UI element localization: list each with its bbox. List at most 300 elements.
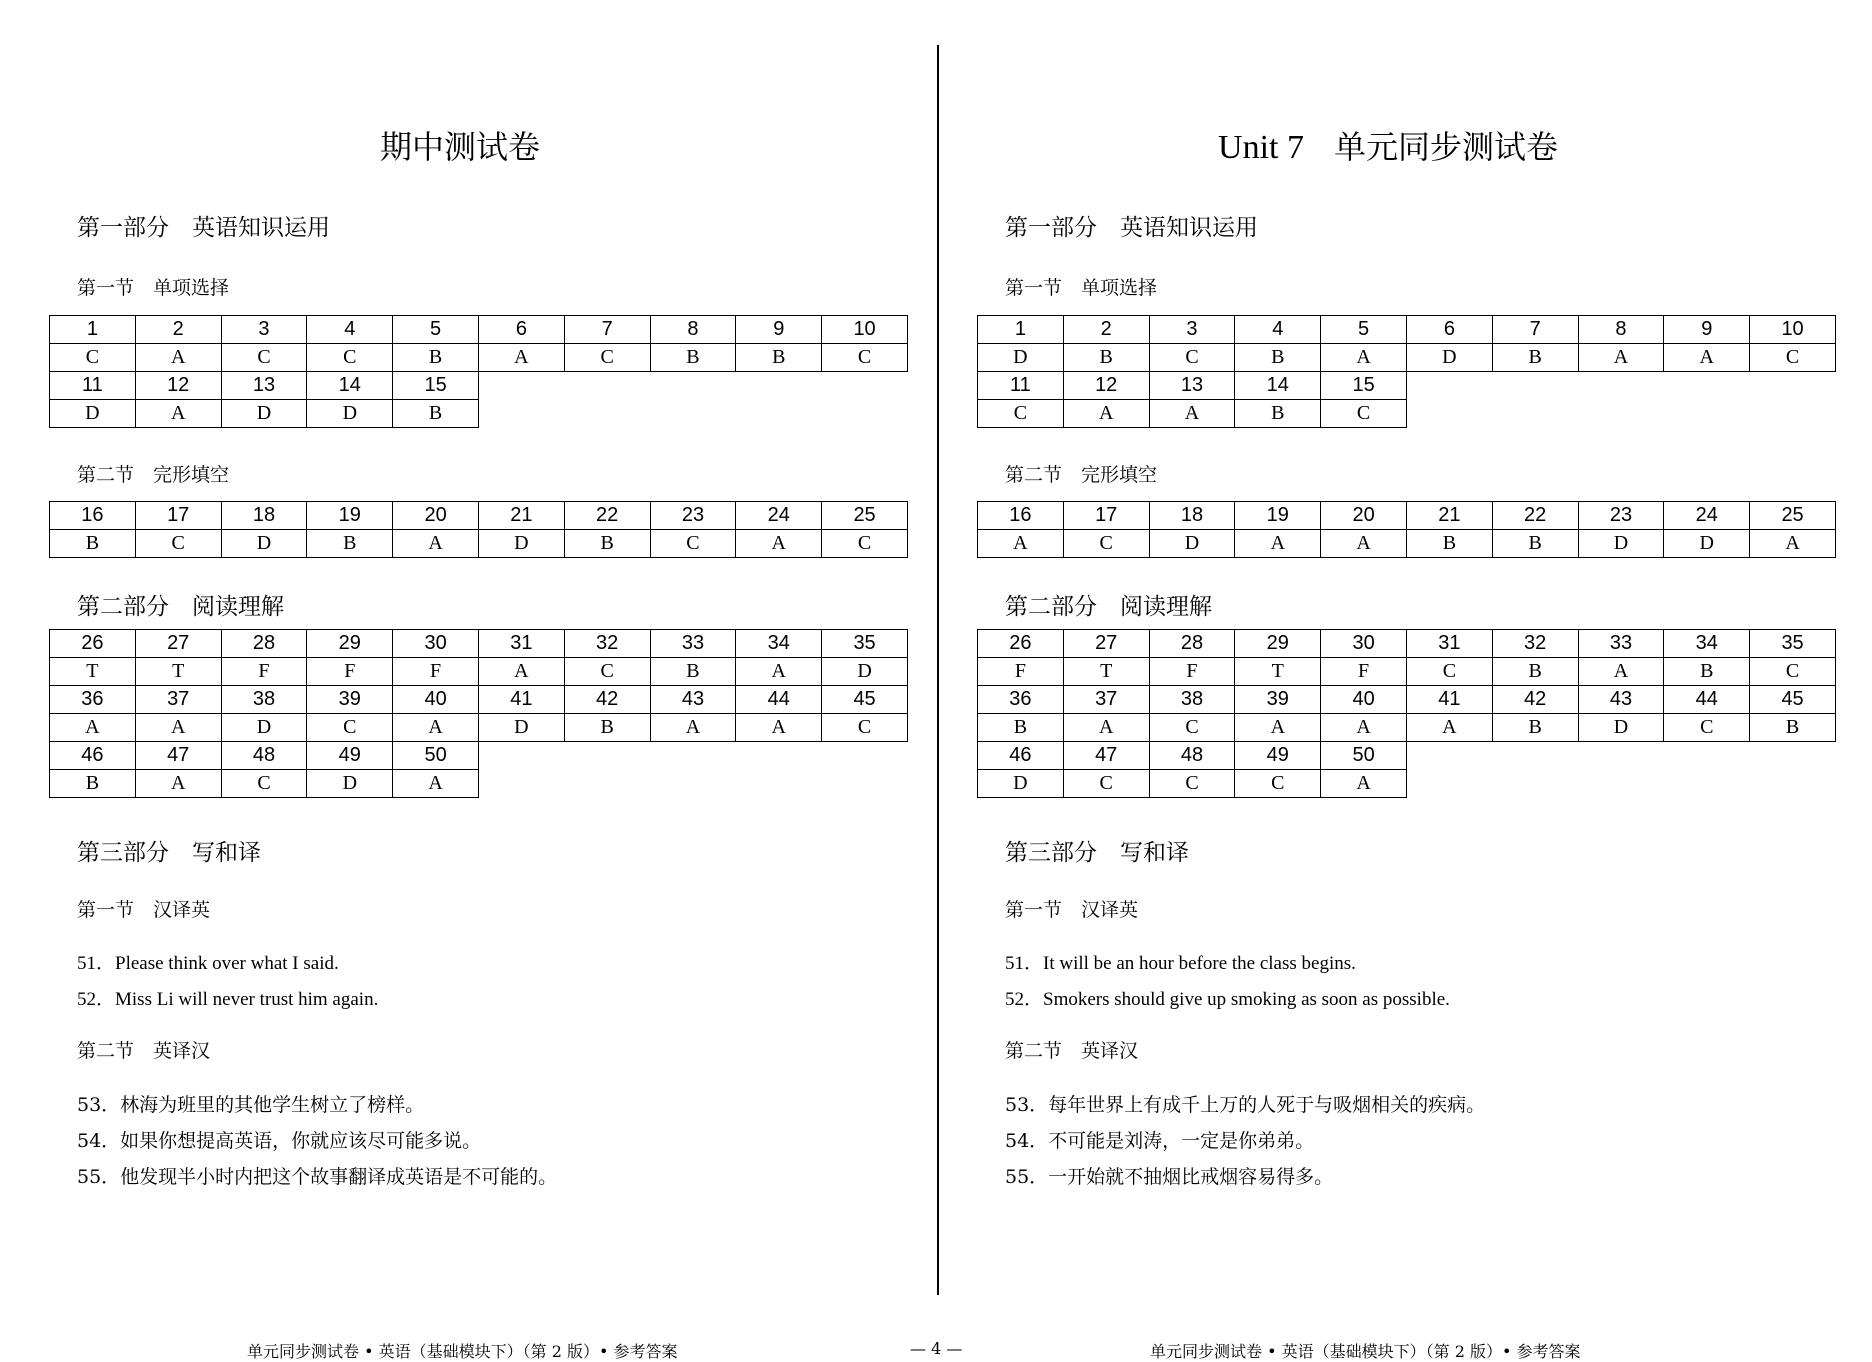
answer-cell: A — [393, 530, 479, 558]
answer-table-reading — [49, 629, 908, 798]
answer-cell: D — [1664, 530, 1750, 558]
answer-line: 55．他发现半小时内把这个故事翻译成英语是不可能的。 — [77, 1166, 558, 1188]
answer-cell: A — [50, 714, 136, 742]
question-number-cell — [564, 372, 650, 400]
question-number-cell: 33 — [650, 630, 736, 658]
answer-cell: F — [1149, 658, 1235, 686]
question-number-cell — [822, 372, 908, 400]
footer-right: 单元同步测试卷 • 英语（基础模块下）（第 2 版）• 参考答案 — [1150, 1342, 1581, 1361]
question-number-cell: 6 — [478, 316, 564, 344]
answer-cell — [564, 770, 650, 798]
answer-cell: C — [307, 714, 393, 742]
question-number-cell: 14 — [1235, 372, 1321, 400]
question-number-cell: 46 — [50, 742, 136, 770]
part-heading: 第二部分 阅读理解 — [77, 594, 284, 620]
answer-row — [50, 714, 908, 742]
section-heading: 第二节 英译汉 — [1005, 1040, 1139, 1062]
answer-cell: B — [1492, 658, 1578, 686]
answer-cell — [736, 770, 822, 798]
question-number-cell: 21 — [1406, 502, 1492, 530]
question-number-cell: 35 — [822, 630, 908, 658]
question-number-cell: 16 — [978, 502, 1064, 530]
answer-cell: B — [1063, 344, 1149, 372]
answer-cell: B — [393, 400, 479, 428]
answer-cell — [822, 400, 908, 428]
answer-cell: A — [1063, 714, 1149, 742]
answer-cell: A — [393, 770, 479, 798]
answer-cell: B — [736, 344, 822, 372]
answer-cell: C — [1149, 770, 1235, 798]
question-number-cell: 27 — [1063, 630, 1149, 658]
answer-cell — [1406, 400, 1492, 428]
question-number-cell: 20 — [1321, 502, 1407, 530]
question-number-cell: 43 — [650, 686, 736, 714]
question-number-cell: 18 — [1149, 502, 1235, 530]
question-number-cell: 2 — [135, 316, 221, 344]
section-heading: 第一节 单项选择 — [1005, 277, 1158, 299]
answer-cell: F — [1321, 658, 1407, 686]
answer-row — [50, 400, 908, 428]
answer-cell: B — [1492, 344, 1578, 372]
question-number-cell — [1664, 742, 1750, 770]
answer-cell: C — [1664, 714, 1750, 742]
answer-cell: B — [393, 344, 479, 372]
answer-cell: C — [1321, 400, 1407, 428]
answer-cell: D — [478, 714, 564, 742]
question-number-cell: 23 — [650, 502, 736, 530]
question-number-cell: 23 — [1578, 502, 1664, 530]
answer-cell: C — [650, 530, 736, 558]
question-number-cell: 42 — [564, 686, 650, 714]
question-number-cell: 12 — [1063, 372, 1149, 400]
question-number-cell: 37 — [1063, 686, 1149, 714]
question-number-cell: 19 — [307, 502, 393, 530]
question-number-cell: 8 — [1578, 316, 1664, 344]
answer-cell: A — [478, 344, 564, 372]
question-number-cell: 18 — [221, 502, 307, 530]
question-number-cell: 10 — [1750, 316, 1836, 344]
answer-cell: A — [393, 714, 479, 742]
answer-cell — [650, 770, 736, 798]
answer-cell: F — [221, 658, 307, 686]
answer-cell: D — [50, 400, 136, 428]
answer-cell: C — [564, 344, 650, 372]
answer-line: 53．林海为班里的其他学生树立了榜样。 — [77, 1094, 425, 1116]
question-number-cell — [564, 742, 650, 770]
part-heading: 第三部分 写和译 — [77, 840, 261, 866]
answer-table-single-choice — [977, 315, 1836, 428]
question-number-row — [978, 502, 1836, 530]
question-number-row — [50, 686, 908, 714]
question-number-cell — [1578, 372, 1664, 400]
answer-cell: D — [978, 344, 1064, 372]
question-number-cell — [736, 372, 822, 400]
question-number-cell: 19 — [1235, 502, 1321, 530]
question-number-cell: 24 — [1664, 502, 1750, 530]
question-number-cell: 13 — [221, 372, 307, 400]
answer-table-cloze — [49, 501, 908, 558]
question-number-cell: 39 — [307, 686, 393, 714]
answer-cell: B — [1492, 530, 1578, 558]
question-number-cell: 14 — [307, 372, 393, 400]
answer-cell: D — [307, 400, 393, 428]
footer-left: 单元同步测试卷 • 英语（基础模块下）（第 2 版）• 参考答案 — [247, 1342, 678, 1361]
section-heading: 第一节 单项选择 — [77, 277, 230, 299]
question-number-cell: 5 — [393, 316, 479, 344]
question-number-cell: 46 — [978, 742, 1064, 770]
question-number-cell — [736, 742, 822, 770]
answer-cell: C — [564, 658, 650, 686]
question-number-cell: 40 — [1321, 686, 1407, 714]
answer-line: 52．Miss Li will never trust him again. — [77, 989, 379, 1010]
answer-line: 51．It will be an hour before the class begins. — [1005, 953, 1356, 974]
answer-row — [978, 714, 1836, 742]
question-number-cell: 28 — [221, 630, 307, 658]
answer-cell: A — [478, 658, 564, 686]
question-number-cell — [1750, 742, 1836, 770]
answer-cell: C — [1063, 530, 1149, 558]
part-heading: 第二部分 阅读理解 — [1005, 594, 1212, 620]
answer-cell: C — [307, 344, 393, 372]
page-title — [928, 122, 1848, 168]
answer-cell: F — [393, 658, 479, 686]
answer-cell — [1578, 770, 1664, 798]
question-number-cell: 40 — [393, 686, 479, 714]
answer-line: 51．Please think over what I said. — [77, 953, 339, 974]
question-number-cell: 17 — [135, 502, 221, 530]
answer-cell: B — [1406, 530, 1492, 558]
answer-table-cloze — [977, 501, 1836, 558]
answer-cell: B — [650, 344, 736, 372]
question-number-cell: 7 — [1492, 316, 1578, 344]
answer-cell: D — [822, 658, 908, 686]
answer-cell: A — [736, 714, 822, 742]
question-number-cell: 50 — [1321, 742, 1407, 770]
question-number-cell — [822, 742, 908, 770]
question-number-cell: 13 — [1149, 372, 1235, 400]
answer-cell — [736, 400, 822, 428]
answer-cell: T — [1235, 658, 1321, 686]
answer-row — [50, 344, 908, 372]
answer-cell: C — [1149, 714, 1235, 742]
question-number-cell — [478, 372, 564, 400]
part-heading: 第一部分 英语知识运用 — [77, 215, 330, 241]
answer-line: 54．如果你想提高英语，你就应该尽可能多说。 — [77, 1130, 482, 1152]
question-number-cell — [1750, 372, 1836, 400]
question-number-cell: 31 — [478, 630, 564, 658]
answer-cell — [1406, 770, 1492, 798]
answer-cell: T — [50, 658, 136, 686]
question-number-cell: 4 — [307, 316, 393, 344]
answer-cell: F — [978, 658, 1064, 686]
question-number-cell: 8 — [650, 316, 736, 344]
answer-cell — [1492, 770, 1578, 798]
question-number-cell: 48 — [221, 742, 307, 770]
answer-cell: A — [135, 770, 221, 798]
answer-cell — [1578, 400, 1664, 428]
answer-cell: C — [1149, 344, 1235, 372]
question-number-cell: 3 — [1149, 316, 1235, 344]
answer-cell: A — [1750, 530, 1836, 558]
question-number-cell: 3 — [221, 316, 307, 344]
answer-cell: B — [1492, 714, 1578, 742]
answer-cell: C — [822, 530, 908, 558]
question-number-cell — [1406, 372, 1492, 400]
answer-cell: A — [1321, 530, 1407, 558]
answer-cell: A — [1235, 714, 1321, 742]
answer-cell: D — [307, 770, 393, 798]
answer-row — [978, 400, 1836, 428]
question-number-cell: 27 — [135, 630, 221, 658]
answer-cell: B — [1235, 344, 1321, 372]
answer-cell: C — [1063, 770, 1149, 798]
answer-cell: A — [135, 714, 221, 742]
question-number-cell: 49 — [307, 742, 393, 770]
question-number-cell: 28 — [1149, 630, 1235, 658]
question-number-cell — [1664, 372, 1750, 400]
question-number-row — [978, 316, 1836, 344]
answer-row — [50, 658, 908, 686]
page-number: — 4 — — [910, 1339, 963, 1358]
answer-cell: A — [1321, 770, 1407, 798]
question-number-cell: 7 — [564, 316, 650, 344]
question-number-cell: 15 — [393, 372, 479, 400]
answer-cell — [1492, 400, 1578, 428]
question-number-cell: 21 — [478, 502, 564, 530]
answer-cell: A — [1149, 400, 1235, 428]
answer-cell — [1664, 400, 1750, 428]
answer-table-single-choice — [49, 315, 908, 428]
question-number-cell: 41 — [1406, 686, 1492, 714]
question-number-cell: 26 — [50, 630, 136, 658]
answer-cell: B — [978, 714, 1064, 742]
question-number-cell: 36 — [978, 686, 1064, 714]
answer-row — [978, 530, 1836, 558]
answer-cell: B — [564, 530, 650, 558]
answer-cell — [564, 400, 650, 428]
left-page — [0, 0, 920, 1300]
answer-cell — [650, 400, 736, 428]
question-number-cell: 41 — [478, 686, 564, 714]
answer-line: 55．一开始就不抽烟比戒烟容易得多。 — [1005, 1166, 1334, 1188]
answer-cell: D — [221, 714, 307, 742]
question-number-cell: 12 — [135, 372, 221, 400]
question-number-cell: 44 — [1664, 686, 1750, 714]
title-text: 期中测试卷 — [379, 128, 540, 166]
title-text: 单元同步测试卷 — [1333, 128, 1558, 166]
question-number-cell — [650, 372, 736, 400]
answer-cell: D — [1578, 714, 1664, 742]
answer-line: 52．Smokers should give up smoking as soon as possible. — [1005, 989, 1450, 1010]
answer-cell — [478, 400, 564, 428]
answer-cell: C — [1750, 344, 1836, 372]
question-number-cell: 22 — [564, 502, 650, 530]
section-heading: 第二节 完形填空 — [1005, 464, 1158, 486]
question-number-cell: 10 — [822, 316, 908, 344]
answer-row — [50, 770, 908, 798]
answer-cell: A — [1321, 344, 1407, 372]
question-number-cell: 5 — [1321, 316, 1407, 344]
answer-cell: A — [135, 344, 221, 372]
question-number-row — [978, 630, 1836, 658]
answer-cell: C — [978, 400, 1064, 428]
answer-cell: A — [1406, 714, 1492, 742]
question-number-row — [50, 742, 908, 770]
answer-cell: T — [135, 658, 221, 686]
question-number-row — [978, 372, 1836, 400]
question-number-cell: 1 — [50, 316, 136, 344]
question-number-cell: 15 — [1321, 372, 1407, 400]
answer-cell: A — [1578, 344, 1664, 372]
question-number-cell — [478, 742, 564, 770]
answer-cell: D — [221, 530, 307, 558]
question-number-cell: 42 — [1492, 686, 1578, 714]
question-number-cell: 2 — [1063, 316, 1149, 344]
question-number-cell: 9 — [736, 316, 822, 344]
answer-cell — [1750, 400, 1836, 428]
answer-cell: B — [50, 770, 136, 798]
answer-cell: B — [50, 530, 136, 558]
question-number-cell: 25 — [822, 502, 908, 530]
answer-cell: A — [1235, 530, 1321, 558]
question-number-cell: 24 — [736, 502, 822, 530]
question-number-cell: 32 — [564, 630, 650, 658]
question-number-cell: 32 — [1492, 630, 1578, 658]
question-number-cell: 29 — [307, 630, 393, 658]
question-number-cell: 4 — [1235, 316, 1321, 344]
question-number-cell: 45 — [822, 686, 908, 714]
answer-cell: B — [1664, 658, 1750, 686]
answer-row — [978, 344, 1836, 372]
question-number-cell: 38 — [221, 686, 307, 714]
answer-cell: C — [822, 714, 908, 742]
question-number-cell — [1492, 742, 1578, 770]
question-number-cell: 33 — [1578, 630, 1664, 658]
answer-cell: B — [1235, 400, 1321, 428]
answer-cell: C — [1750, 658, 1836, 686]
question-number-cell: 35 — [1750, 630, 1836, 658]
section-heading: 第二节 英译汉 — [77, 1040, 211, 1062]
answer-cell: A — [650, 714, 736, 742]
answer-cell: D — [1149, 530, 1235, 558]
answer-cell: A — [1664, 344, 1750, 372]
question-number-cell: 49 — [1235, 742, 1321, 770]
title-unit: Unit 7 — [1218, 129, 1304, 166]
question-number-cell: 34 — [736, 630, 822, 658]
question-number-cell — [1578, 742, 1664, 770]
answer-cell: D — [221, 400, 307, 428]
answer-cell: B — [307, 530, 393, 558]
question-number-cell: 34 — [1664, 630, 1750, 658]
question-number-cell: 11 — [50, 372, 136, 400]
question-number-cell: 6 — [1406, 316, 1492, 344]
question-number-cell: 11 — [978, 372, 1064, 400]
question-number-cell: 30 — [393, 630, 479, 658]
answer-row — [978, 658, 1836, 686]
part-heading: 第三部分 写和译 — [1005, 840, 1189, 866]
question-number-cell — [1406, 742, 1492, 770]
answer-cell: B — [1750, 714, 1836, 742]
section-heading: 第一节 汉译英 — [1005, 899, 1139, 921]
question-number-cell: 48 — [1149, 742, 1235, 770]
answer-cell: A — [1578, 658, 1664, 686]
answer-cell — [1750, 770, 1836, 798]
question-number-cell: 47 — [1063, 742, 1149, 770]
answer-row — [50, 530, 908, 558]
question-number-cell: 47 — [135, 742, 221, 770]
answer-cell: F — [307, 658, 393, 686]
question-number-cell: 16 — [50, 502, 136, 530]
question-number-row — [978, 686, 1836, 714]
question-number-cell: 43 — [1578, 686, 1664, 714]
answer-cell: A — [135, 400, 221, 428]
question-number-cell: 25 — [1750, 502, 1836, 530]
answer-line: 53．每年世界上有成千上万的人死于与吸烟相关的疾病。 — [1005, 1094, 1486, 1116]
answer-cell: A — [978, 530, 1064, 558]
answer-cell: B — [650, 658, 736, 686]
question-number-cell: 50 — [393, 742, 479, 770]
answer-cell: D — [478, 530, 564, 558]
answer-cell: D — [1406, 344, 1492, 372]
answer-cell: C — [221, 344, 307, 372]
section-heading: 第一节 汉译英 — [77, 899, 211, 921]
answer-cell: C — [135, 530, 221, 558]
question-number-row — [50, 316, 908, 344]
answer-cell: C — [1235, 770, 1321, 798]
question-number-cell: 9 — [1664, 316, 1750, 344]
question-number-cell: 26 — [978, 630, 1064, 658]
answer-cell: B — [564, 714, 650, 742]
answer-cell: A — [736, 658, 822, 686]
answer-cell: A — [736, 530, 822, 558]
answer-cell: C — [50, 344, 136, 372]
question-number-cell: 39 — [1235, 686, 1321, 714]
answer-cell: A — [1321, 714, 1407, 742]
question-number-cell: 38 — [1149, 686, 1235, 714]
question-number-cell: 36 — [50, 686, 136, 714]
question-number-cell — [650, 742, 736, 770]
question-number-cell: 30 — [1321, 630, 1407, 658]
answer-cell: D — [1578, 530, 1664, 558]
answer-cell — [478, 770, 564, 798]
answer-cell: T — [1063, 658, 1149, 686]
answer-cell: A — [1063, 400, 1149, 428]
question-number-cell — [1492, 372, 1578, 400]
answer-cell: C — [822, 344, 908, 372]
question-number-row — [50, 502, 908, 530]
question-number-cell: 45 — [1750, 686, 1836, 714]
answer-row — [978, 770, 1836, 798]
question-number-cell: 17 — [1063, 502, 1149, 530]
answer-cell: C — [221, 770, 307, 798]
answer-line: 54．不可能是刘涛，一定是你弟弟。 — [1005, 1130, 1315, 1152]
page-title — [0, 122, 920, 168]
answer-cell: C — [1406, 658, 1492, 686]
question-number-cell: 1 — [978, 316, 1064, 344]
section-heading: 第二节 完形填空 — [77, 464, 230, 486]
question-number-row — [978, 742, 1836, 770]
question-number-cell: 20 — [393, 502, 479, 530]
question-number-cell: 29 — [1235, 630, 1321, 658]
answer-cell: D — [978, 770, 1064, 798]
right-page — [928, 0, 1848, 1300]
question-number-row — [50, 630, 908, 658]
answer-cell — [1664, 770, 1750, 798]
answer-table-reading — [977, 629, 1836, 798]
question-number-row — [50, 372, 908, 400]
part-heading: 第一部分 英语知识运用 — [1005, 215, 1258, 241]
question-number-cell: 31 — [1406, 630, 1492, 658]
